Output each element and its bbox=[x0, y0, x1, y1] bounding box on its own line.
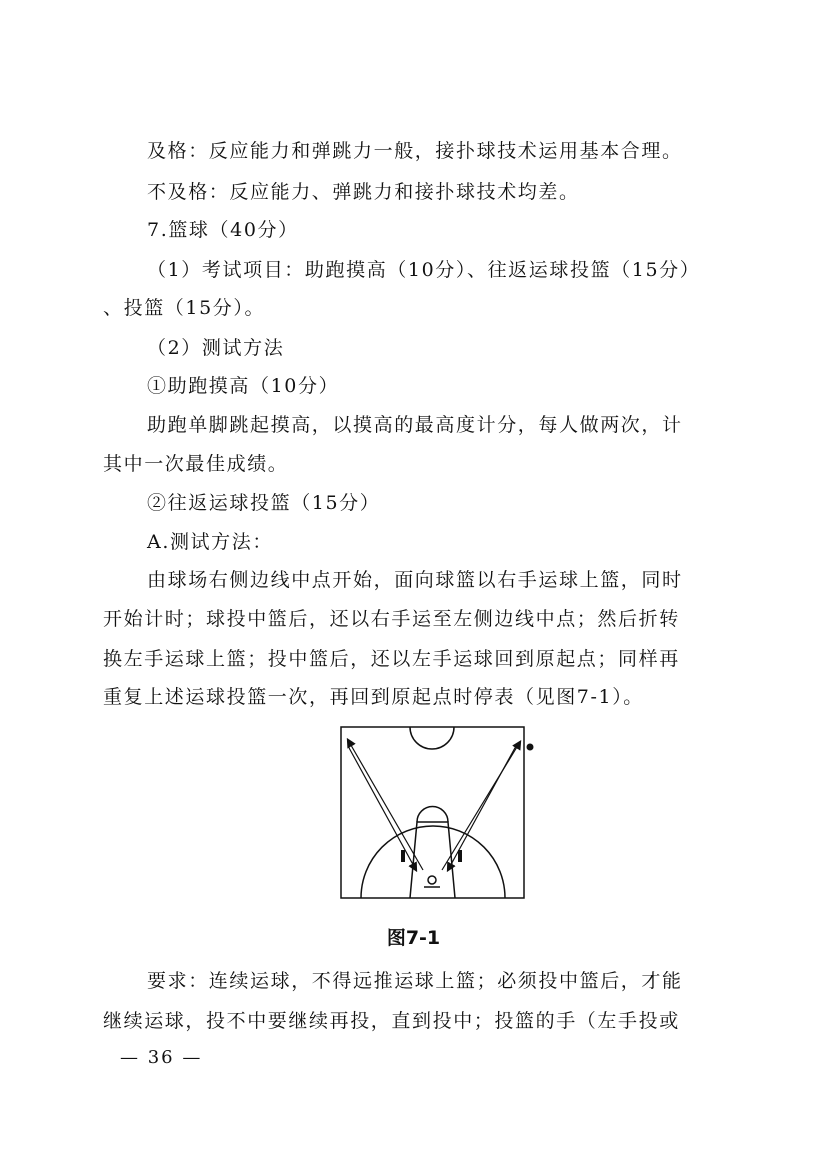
paragraph-requirement-2: 继续运球，投不中要继续再投，直到投中；投篮的手（左手投或 bbox=[103, 1010, 680, 1032]
paragraph-method-1: 由球场右侧边线中点开始，面向球篮以右手运球上篮，同时 bbox=[147, 569, 683, 591]
item-run-touch-high: ①助跑摸高（10分） bbox=[147, 375, 340, 397]
court-border bbox=[341, 727, 524, 898]
paragraph-run-touch-2: 其中一次最佳成绩。 bbox=[103, 453, 289, 475]
subheading-test-method: （2）测试方法 bbox=[147, 337, 285, 359]
paragraph-run-touch-1: 助跑单脚跳起摸高，以摸高的最高度计分，每人做两次，计 bbox=[147, 414, 683, 436]
figure-caption: 图7-1 bbox=[386, 927, 441, 949]
line-fail: 不及格：反应能力、弹跳力和接扑球技术均差。 bbox=[147, 181, 580, 203]
line-test-items-cont: 、投篮（15分）。 bbox=[103, 297, 266, 319]
section-heading-basketball: 7.篮球（40分） bbox=[147, 219, 299, 241]
paragraph-requirement-1: 要求：连续运球，不得远推运球上篮；必须投中篮后，才能 bbox=[147, 970, 683, 992]
path-arrow-left-out bbox=[348, 740, 423, 870]
basket bbox=[428, 876, 436, 884]
item-dribble-shoot: ②往返运球投篮（15分） bbox=[147, 492, 381, 514]
subheading-a-method: A.测试方法： bbox=[147, 531, 273, 553]
path-arrow-left-in bbox=[348, 746, 416, 870]
line-pass: 及格：反应能力和弹跳力一般，接扑球技术运用基本合理。 bbox=[147, 140, 683, 162]
paragraph-method-2: 开始计时；球投中篮后，还以右手运至左侧边线中点；然后折转 bbox=[103, 608, 680, 630]
line-test-items: （1）考试项目：助跑摸高（10分）、往返运球投篮（15分） bbox=[147, 259, 701, 281]
start-point-dot bbox=[525, 742, 535, 752]
top-circle bbox=[410, 727, 454, 749]
court-diagram bbox=[330, 722, 530, 902]
page-number: — 36 — bbox=[120, 1047, 203, 1068]
paragraph-method-3: 换左手运球上篮；投中篮后，还以左手运球回到原起点；同样再 bbox=[103, 648, 680, 670]
paragraph-method-4: 重复上述运球投篮一次，再回到原起点时停表（见图7-1）。 bbox=[103, 686, 644, 708]
free-throw-arc bbox=[417, 807, 448, 823]
